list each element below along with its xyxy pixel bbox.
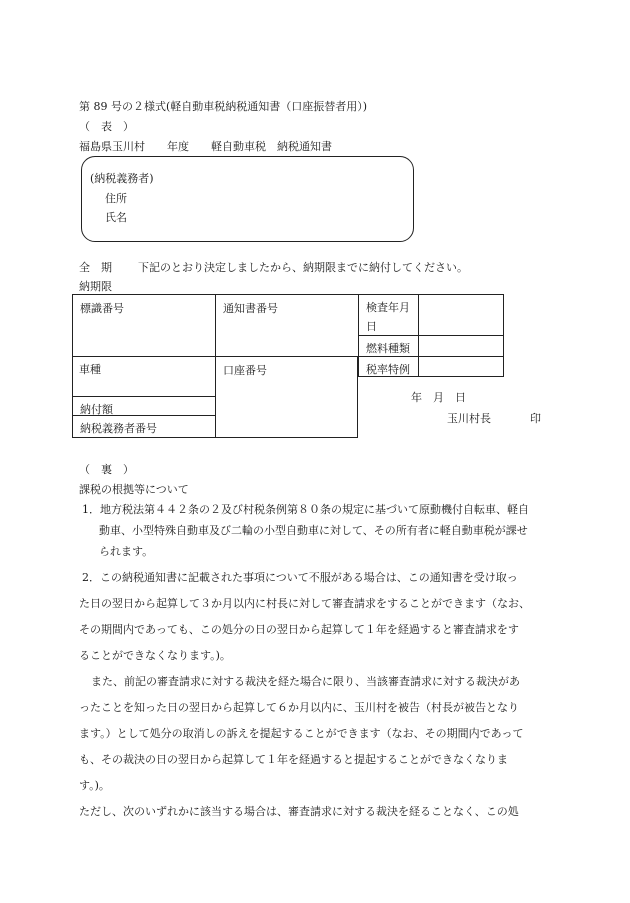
para2-line2: ったことを知った日の翌日から起算して６か月以内に、玉川村を被告（村長が被告となり	[79, 701, 519, 714]
inspection-date-label-1: 検査年月	[366, 301, 410, 314]
item2-line4: ることができなくなります。)。	[79, 649, 231, 662]
fuel-type-label: 燃料種類	[366, 342, 410, 355]
item1-line2: 動車、小型特殊自動車及び二輪の小型自動車に対して、その所有者に軽自動車税が課せ	[99, 524, 528, 537]
seal-mark: 印	[530, 412, 541, 425]
para2-line4: も、その裁決の日の翌日から起算して１年を経過すると提起することができなくなりま	[79, 753, 508, 766]
special-rate-cell	[358, 356, 418, 377]
back-heading: 課税の根拠等について	[79, 483, 189, 496]
item1-line3: られます。	[99, 545, 154, 558]
taxpayer-number-cell	[72, 416, 215, 438]
payment-amount-cell	[72, 396, 215, 416]
form-title: 第 89 号の２様式(軽自動車税納税通知書（口座振替者用）)	[79, 100, 368, 113]
mayor-label: 玉川村長	[447, 412, 491, 425]
para2-line5: す。)。	[79, 779, 110, 792]
back-side-label: （ 裏 ）	[79, 463, 134, 476]
item1-line1: 1．地方税法第４４２条の２及び村税条例第８０条の規定に基づいて原動機付自転車、軽自	[82, 503, 529, 516]
vehicle-type-divider	[72, 356, 215, 357]
special-rate-value-cell	[418, 356, 504, 377]
item2-line3: その期間内であっても、この処分の日の翌日から起算して１年を経過すると審査請求をす	[79, 623, 519, 636]
account-number-cell	[215, 356, 358, 416]
full-period-label: 全 期	[79, 261, 112, 274]
taxpayer-box	[81, 156, 414, 242]
inspection-date-cell	[358, 294, 418, 335]
address-label: 住所	[105, 192, 127, 205]
name-label: 氏名	[105, 211, 127, 224]
para3-line1: ただし、次のいずれかに該当する場合は、審査請求に対する裁決を経ることなく、この処	[79, 805, 519, 818]
inspection-date-label-2: 日	[366, 320, 377, 333]
taxpayer-heading: (納税義務者)	[90, 172, 154, 185]
para2-line3: ます。）として処分の取消しの訴えを提起することができます（なお、その期間内であって	[79, 727, 524, 740]
front-side-label: （ 表 ）	[79, 120, 134, 133]
sign-number-cell	[72, 294, 215, 396]
fuel-type-value-cell	[418, 335, 504, 356]
municipality-line: 福島県玉川村 年度 軽自動車税 納税通知書	[79, 140, 332, 153]
issue-date: 年 月 日	[411, 391, 466, 404]
taxpayer-number-value-cell	[215, 416, 358, 438]
account-number-label: 口座番号	[223, 364, 267, 377]
fuel-type-cell	[358, 335, 418, 356]
vehicle-type-label: 車種	[79, 363, 101, 376]
notice-number-label: 通知書番号	[223, 302, 278, 315]
notice-message: 下記のとおり決定しましたから、納期限までに納付してください。	[138, 261, 468, 274]
special-rate-label: 税率特例	[366, 363, 410, 376]
notice-number-cell	[215, 294, 358, 356]
item2-line2: た日の翌日から起算して３か月以内に村長に対して審査請求をすることができます（なお、	[79, 597, 530, 610]
taxpayer-number-label: 納税義務者番号	[80, 422, 157, 435]
sign-number-label: 標識番号	[80, 302, 124, 315]
inspection-date-value-cell	[418, 294, 504, 335]
deadline-label: 納期限	[79, 280, 112, 293]
payment-amount-label: 納付額	[80, 403, 113, 416]
para2-line1: また、前記の審査請求に対する裁決を経た場合に限り、当該審査請求に対する裁決があ	[91, 675, 520, 688]
item2-line1: 2．この納税通知書に記載された事項について不服がある場合は、この通知書を受け取っ	[82, 571, 518, 584]
